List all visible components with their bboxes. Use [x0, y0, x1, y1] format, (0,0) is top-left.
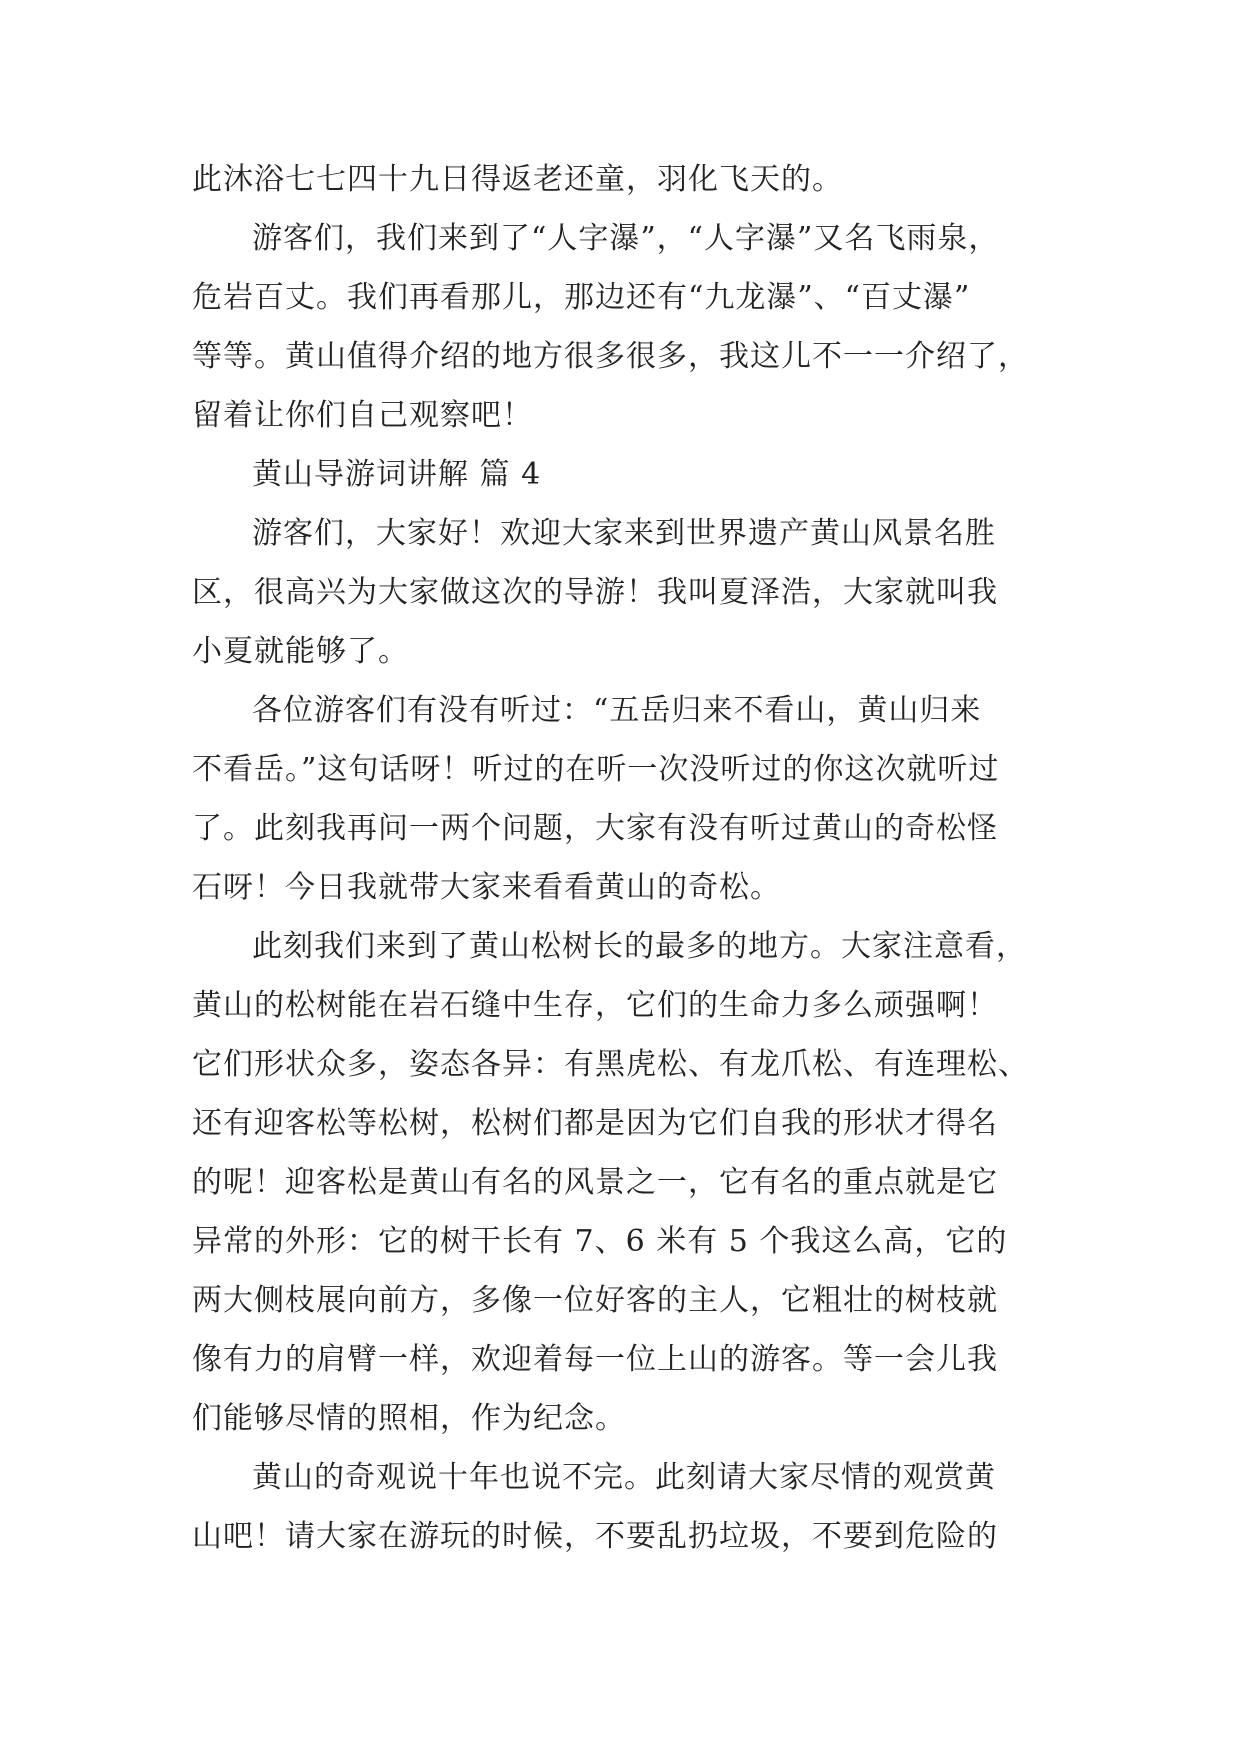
text-line: 异常的外形：它的树干长有 7、6 米有 5 个我这么高，它的: [192, 1224, 1008, 1259]
text-line: 各位游客们有没有听过：“五岳归来不看山，黄山归来: [252, 693, 982, 728]
text-line: 两大侧枝展向前方，多像一位好客的主人，它粗壮的树枝就: [192, 1283, 998, 1318]
text-line: 游客们，我们来到了“人字瀑”，“人字瀑”又名飞雨泉，: [252, 221, 1000, 256]
text-line: 留着让你们自己观察吧！: [192, 398, 533, 433]
text-line: 还有迎客松等松树，松树们都是因为它们自我的形状才得名: [192, 1106, 998, 1141]
text-line: 黄山的奇观说十年也说不完。此刻请大家尽情的观赏黄: [252, 1460, 996, 1495]
text-line: 了。此刻我再问一两个问题，大家有没有听过黄山的奇松怪: [192, 811, 998, 846]
text-line: 像有力的肩臂一样，欢迎着每一位上山的游客。等一会儿我: [192, 1342, 998, 1377]
text-line: 此沐浴七七四十九日得返老还童，羽化飞天的。: [192, 162, 843, 197]
text-line: 它们形状众多，姿态各异：有黑虎松、有龙爪松、有连理松、: [192, 1047, 1029, 1082]
text-line: 黄山的松树能在岩石缝中生存，它们的生命力多么顽强啊！: [192, 988, 998, 1023]
text-line: 区，很高兴为大家做这次的导游！我叫夏泽浩，大家就叫我: [192, 575, 998, 610]
text-line: 小夏就能够了。: [192, 634, 409, 669]
text-line: 危岩百丈。我们再看那儿，那边还有“九龙瀑”、“百丈瀑”: [192, 280, 971, 315]
text-line: 的呢！迎客松是黄山有名的风景之一，它有名的重点就是它: [192, 1165, 998, 1200]
section-heading: 黄山导游词讲解 篇 4: [252, 457, 542, 492]
text-line: 们能够尽情的照相，作为纪念。: [192, 1401, 626, 1436]
text-line: 不看岳。”这句话呀！听过的在听一次没听过的你这次就听过: [192, 752, 1000, 787]
document-page: [192, 150, 1052, 1566]
text-line: 石呀！今日我就带大家来看看黄山的奇松。: [192, 870, 781, 905]
text-line: 等等。黄山值得介绍的地方很多很多，我这儿不一一介绍了，: [192, 339, 1029, 374]
text-line: 山吧！请大家在游玩的时候，不要乱扔垃圾，不要到危险的: [192, 1519, 998, 1554]
text-line: 游客们，大家好！欢迎大家来到世界遗产黄山风景名胜: [252, 516, 996, 551]
text-line: 此刻我们来到了黄山松树长的最多的地方。大家注意看，: [252, 929, 1027, 964]
